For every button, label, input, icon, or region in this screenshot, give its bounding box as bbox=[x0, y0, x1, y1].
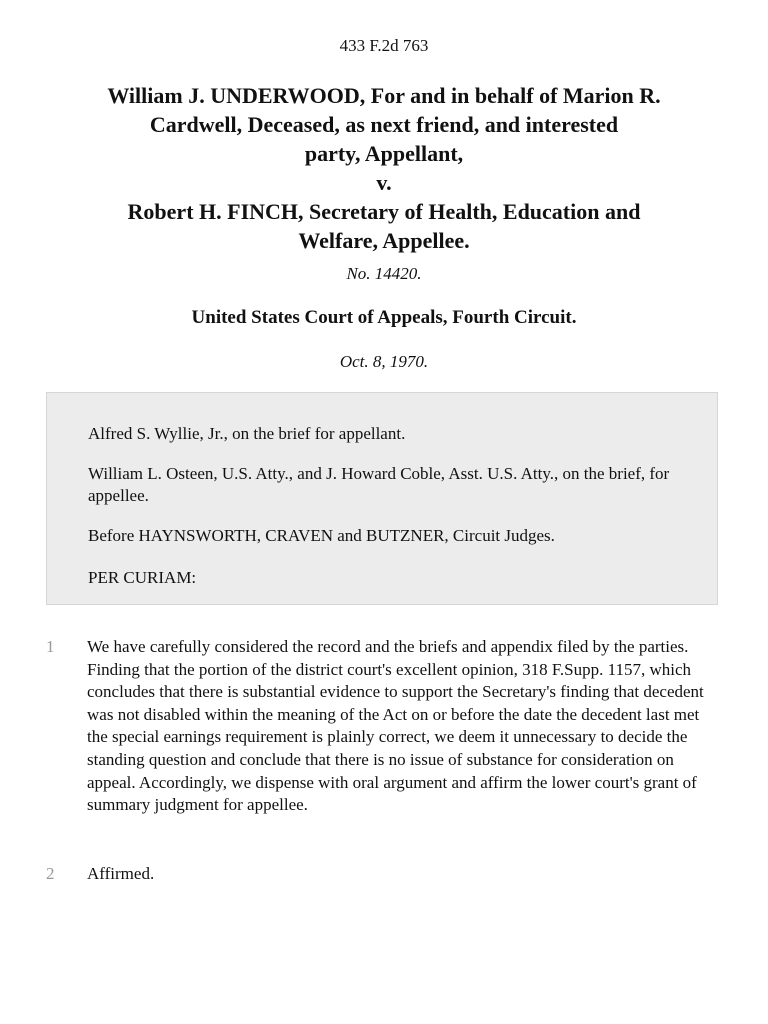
panel-judges: Before HAYNSWORTH, CRAVEN and BUTZNER, Circuit Judges. bbox=[88, 526, 555, 545]
court-name: United States Court of Appeals, Fourth Circuit. bbox=[191, 307, 577, 328]
paragraph-text: Affirmed. bbox=[87, 864, 155, 883]
title-line: Cardwell, Deceased, as next friend, and interested bbox=[149, 112, 619, 137]
paragraph-number: 2 bbox=[46, 864, 55, 883]
decision-date: Oct. 8, 1970. bbox=[339, 352, 429, 371]
appellant-counsel: Alfred S. Wyllie, Jr., on the brief for appellant. bbox=[88, 424, 406, 443]
title-line: William J. UNDERWOOD, For and in behalf of Marion R. bbox=[107, 83, 661, 108]
appellee-counsel: William L. Osteen, U.S. Atty., and J. Howard Coble, Asst. U.S. Atty., on the brief, for appellee. bbox=[88, 464, 670, 505]
case-title bbox=[40, 81, 728, 255]
per-curiam: PER CURIAM: bbox=[88, 568, 197, 587]
title-line: Welfare, Appellee. bbox=[298, 228, 470, 253]
docket-number: No. 14420. bbox=[346, 264, 422, 283]
paragraph-text: We have carefully considered the record and the briefs and appendix filed by the parties. Finding that the portion of the district court's excellent opinion, 318 F.Supp. 1157, which concludes that there is substantial evidence to support the Secretary's finding that decedent was not disabled within the meaning of the Act on or before the date the decedent last met the special earnings requirement is plainly correct, we deem it unnecessary to decide the standing question and conclude that there is no issue of substance for consideration on appeal. Accordingly, we dispense with oral argument and affirm the lower court's grant of summary judgment for appellee. bbox=[87, 637, 704, 815]
title-line: Robert H. FINCH, Secretary of Health, Education and bbox=[127, 199, 641, 224]
title-line: v. bbox=[376, 170, 392, 195]
title-line: party, Appellant, bbox=[304, 141, 464, 166]
counsel-box bbox=[46, 392, 718, 605]
paragraph-number: 1 bbox=[46, 637, 55, 656]
citation: 433 F.2d 763 bbox=[339, 36, 429, 55]
